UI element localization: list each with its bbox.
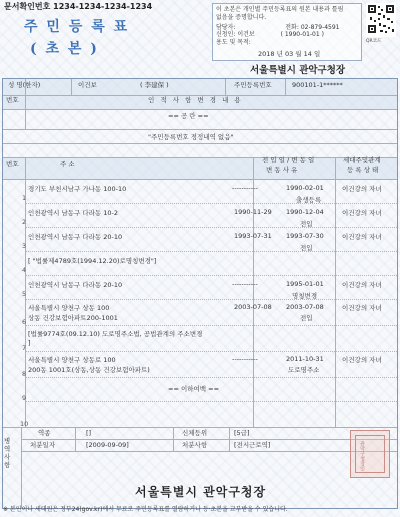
row-move-in: ----------- — [232, 355, 258, 363]
row-reason: 명칭변경 — [292, 292, 318, 300]
seal-text: 관악구청장인 — [359, 441, 365, 471]
row-move-in: ----------- — [232, 184, 258, 192]
row-move-in: 1990-11-29 — [234, 208, 272, 216]
row-address: == 이하여백 == — [168, 385, 220, 393]
row-number: 6 — [22, 318, 27, 326]
row-status: 이건강의 자녀 — [342, 209, 382, 217]
row-move-in: ----------- — [232, 280, 258, 288]
history-dates-label: 전 입 일 / 변 동 일 — [262, 156, 315, 164]
issuer-name-top: 서울특별시 관악구청장 — [250, 65, 346, 76]
row-address-line-2: 상동 건강보험아파트200-1001 — [28, 314, 118, 322]
row-address: 서울특별시 양천구 상동로 100 — [28, 356, 116, 364]
history-status-label: 세대주및관계 — [343, 156, 381, 164]
row-number: 4 — [22, 266, 27, 274]
row-status: 이건강의 자녀 — [342, 304, 382, 312]
disposition-date-label: 처분일자 — [30, 441, 56, 449]
row-address: 경기도 부천시남구 가나동 100-10 — [28, 185, 127, 193]
row-status: 이건강의 자녀 — [342, 356, 382, 364]
qr-code-label: QR코드 — [366, 39, 382, 44]
row-number: 8 — [22, 370, 27, 378]
rrn-value: 900101-1****** — [292, 81, 343, 89]
phone-label: 전화: — [285, 23, 299, 31]
footer-note: ※ 본인이나 세대원은 정부24(gov.kr)에서 무료로 주민등록표를 열람하거나 등·초본을 교부받을 수 있습니다. — [3, 506, 288, 513]
row-move-in: 1993-07-31 — [234, 232, 272, 240]
document-title: 주 민 등 록 표 — [24, 19, 130, 35]
row-reason: 전입 — [300, 244, 313, 252]
contact-label: 담당자: — [216, 23, 236, 31]
disposition-value: [전시근로역] — [234, 441, 271, 449]
row-status: 이건강의 자녀 — [342, 233, 382, 241]
military-side-label: 병 역 사 항 — [4, 437, 11, 470]
row-number: 10 — [20, 420, 29, 428]
notice-line-1: 이 초본은 개인별 주민등록표의 원본 내용과 틀림 — [216, 6, 344, 13]
history-registration-label: 등 록 상 태 — [347, 166, 379, 174]
change-section-title: 인 적 사 항 변 경 내 용 — [148, 96, 243, 104]
name-label: 성 명(한자) — [8, 81, 41, 89]
row-reason: 출생등록 — [296, 196, 322, 204]
history-reason-label: 변 동 사 유 — [266, 166, 298, 174]
purpose-label: 용도 및 목적: — [216, 39, 251, 47]
person-name: 이건보 — [78, 81, 97, 89]
physical-rank-label: 신체등위 — [182, 429, 208, 437]
rrn-label: 주민등록번호 — [234, 81, 272, 89]
row-move-in: 2003-07-08 — [234, 303, 272, 311]
row-address: 인천광역시 남동구 다라동 20-10 — [28, 281, 123, 289]
row-address: 인천광역시 남동구 다라동 10-2 — [28, 209, 119, 217]
row-status: 이건강의 자녀 — [342, 281, 382, 289]
row-reason: 전입 — [300, 314, 313, 322]
official-seal — [350, 430, 390, 478]
row-number: 9 — [22, 394, 27, 402]
document-subtitle: ( 초 본 ) — [30, 41, 99, 57]
row-status: 이건강의 자녀 — [342, 185, 382, 193]
row-number: 7 — [22, 344, 27, 352]
row-reason: 도로명주소 — [288, 366, 320, 374]
row-number: 1 — [22, 194, 27, 202]
applicant-birth: ( 1990-01-01 ) — [280, 31, 324, 39]
row-address: [ "법률제4789호(1994.12.20)로명칭변경"] — [28, 257, 157, 265]
row-address: [법률9774호(09.12.10) 도로명주소법, 공법관계의 주소변경 — [28, 330, 203, 338]
history-address-label: 주 소 — [60, 160, 75, 168]
history-num-label: 번호 — [6, 160, 19, 168]
rrn-correction-note: "주민등록번호 정정내역 없음" — [148, 133, 234, 141]
row-change-date: 1990-02-01 — [286, 184, 324, 192]
person-name-hanja: ( 李建保 ) — [140, 81, 169, 89]
service-type-label: 역종 — [38, 429, 51, 437]
phone-number: 02-879-4591 — [300, 23, 340, 31]
service-type-value: [] — [86, 429, 92, 437]
disposition-label: 처분사항 — [182, 441, 208, 449]
row-change-date: 1995-01-01 — [286, 280, 324, 288]
change-num-label: 번호 — [6, 96, 19, 104]
notice-line-2: 없음을 증명합니다. — [216, 13, 267, 21]
row-number: 5 — [22, 290, 27, 298]
row-number: 3 — [22, 242, 27, 250]
physical-rank-value: [5급] — [234, 429, 250, 437]
row-change-date: 2011-10-31 — [286, 355, 324, 363]
row-address-line-2: 200동 1001호(상동,상동 건강보험아파트) — [28, 366, 150, 374]
disposition-date-value: [2009-09-09] — [86, 441, 129, 449]
applicant-name: 이건보 — [237, 31, 255, 39]
document-number: 문서확인번호 1234-1234-1234-1234 — [4, 2, 153, 11]
row-address: 인천광역시 남동구 다라동 20-10 — [28, 233, 123, 241]
row-number: 2 — [22, 218, 27, 226]
row-change-date: 2003-07-08 — [286, 303, 324, 311]
applicant-label: 신청인: — [216, 31, 236, 39]
row-address-line-2: ] — [28, 339, 31, 347]
row-change-date: 1993-07-30 — [286, 232, 324, 240]
row-address: 서울특별시 양천구 상동 100 — [28, 304, 110, 312]
issue-date: 2018 년 03 월 14 일 — [258, 50, 321, 58]
qr-code-icon — [366, 3, 396, 37]
row-change-date: 1990-12-04 — [286, 208, 324, 216]
change-blank: == 공 란 == — [168, 112, 209, 120]
issuer-name-bottom: 서울특별시 관악구청장 — [135, 485, 267, 499]
row-reason: 전입 — [300, 220, 313, 228]
